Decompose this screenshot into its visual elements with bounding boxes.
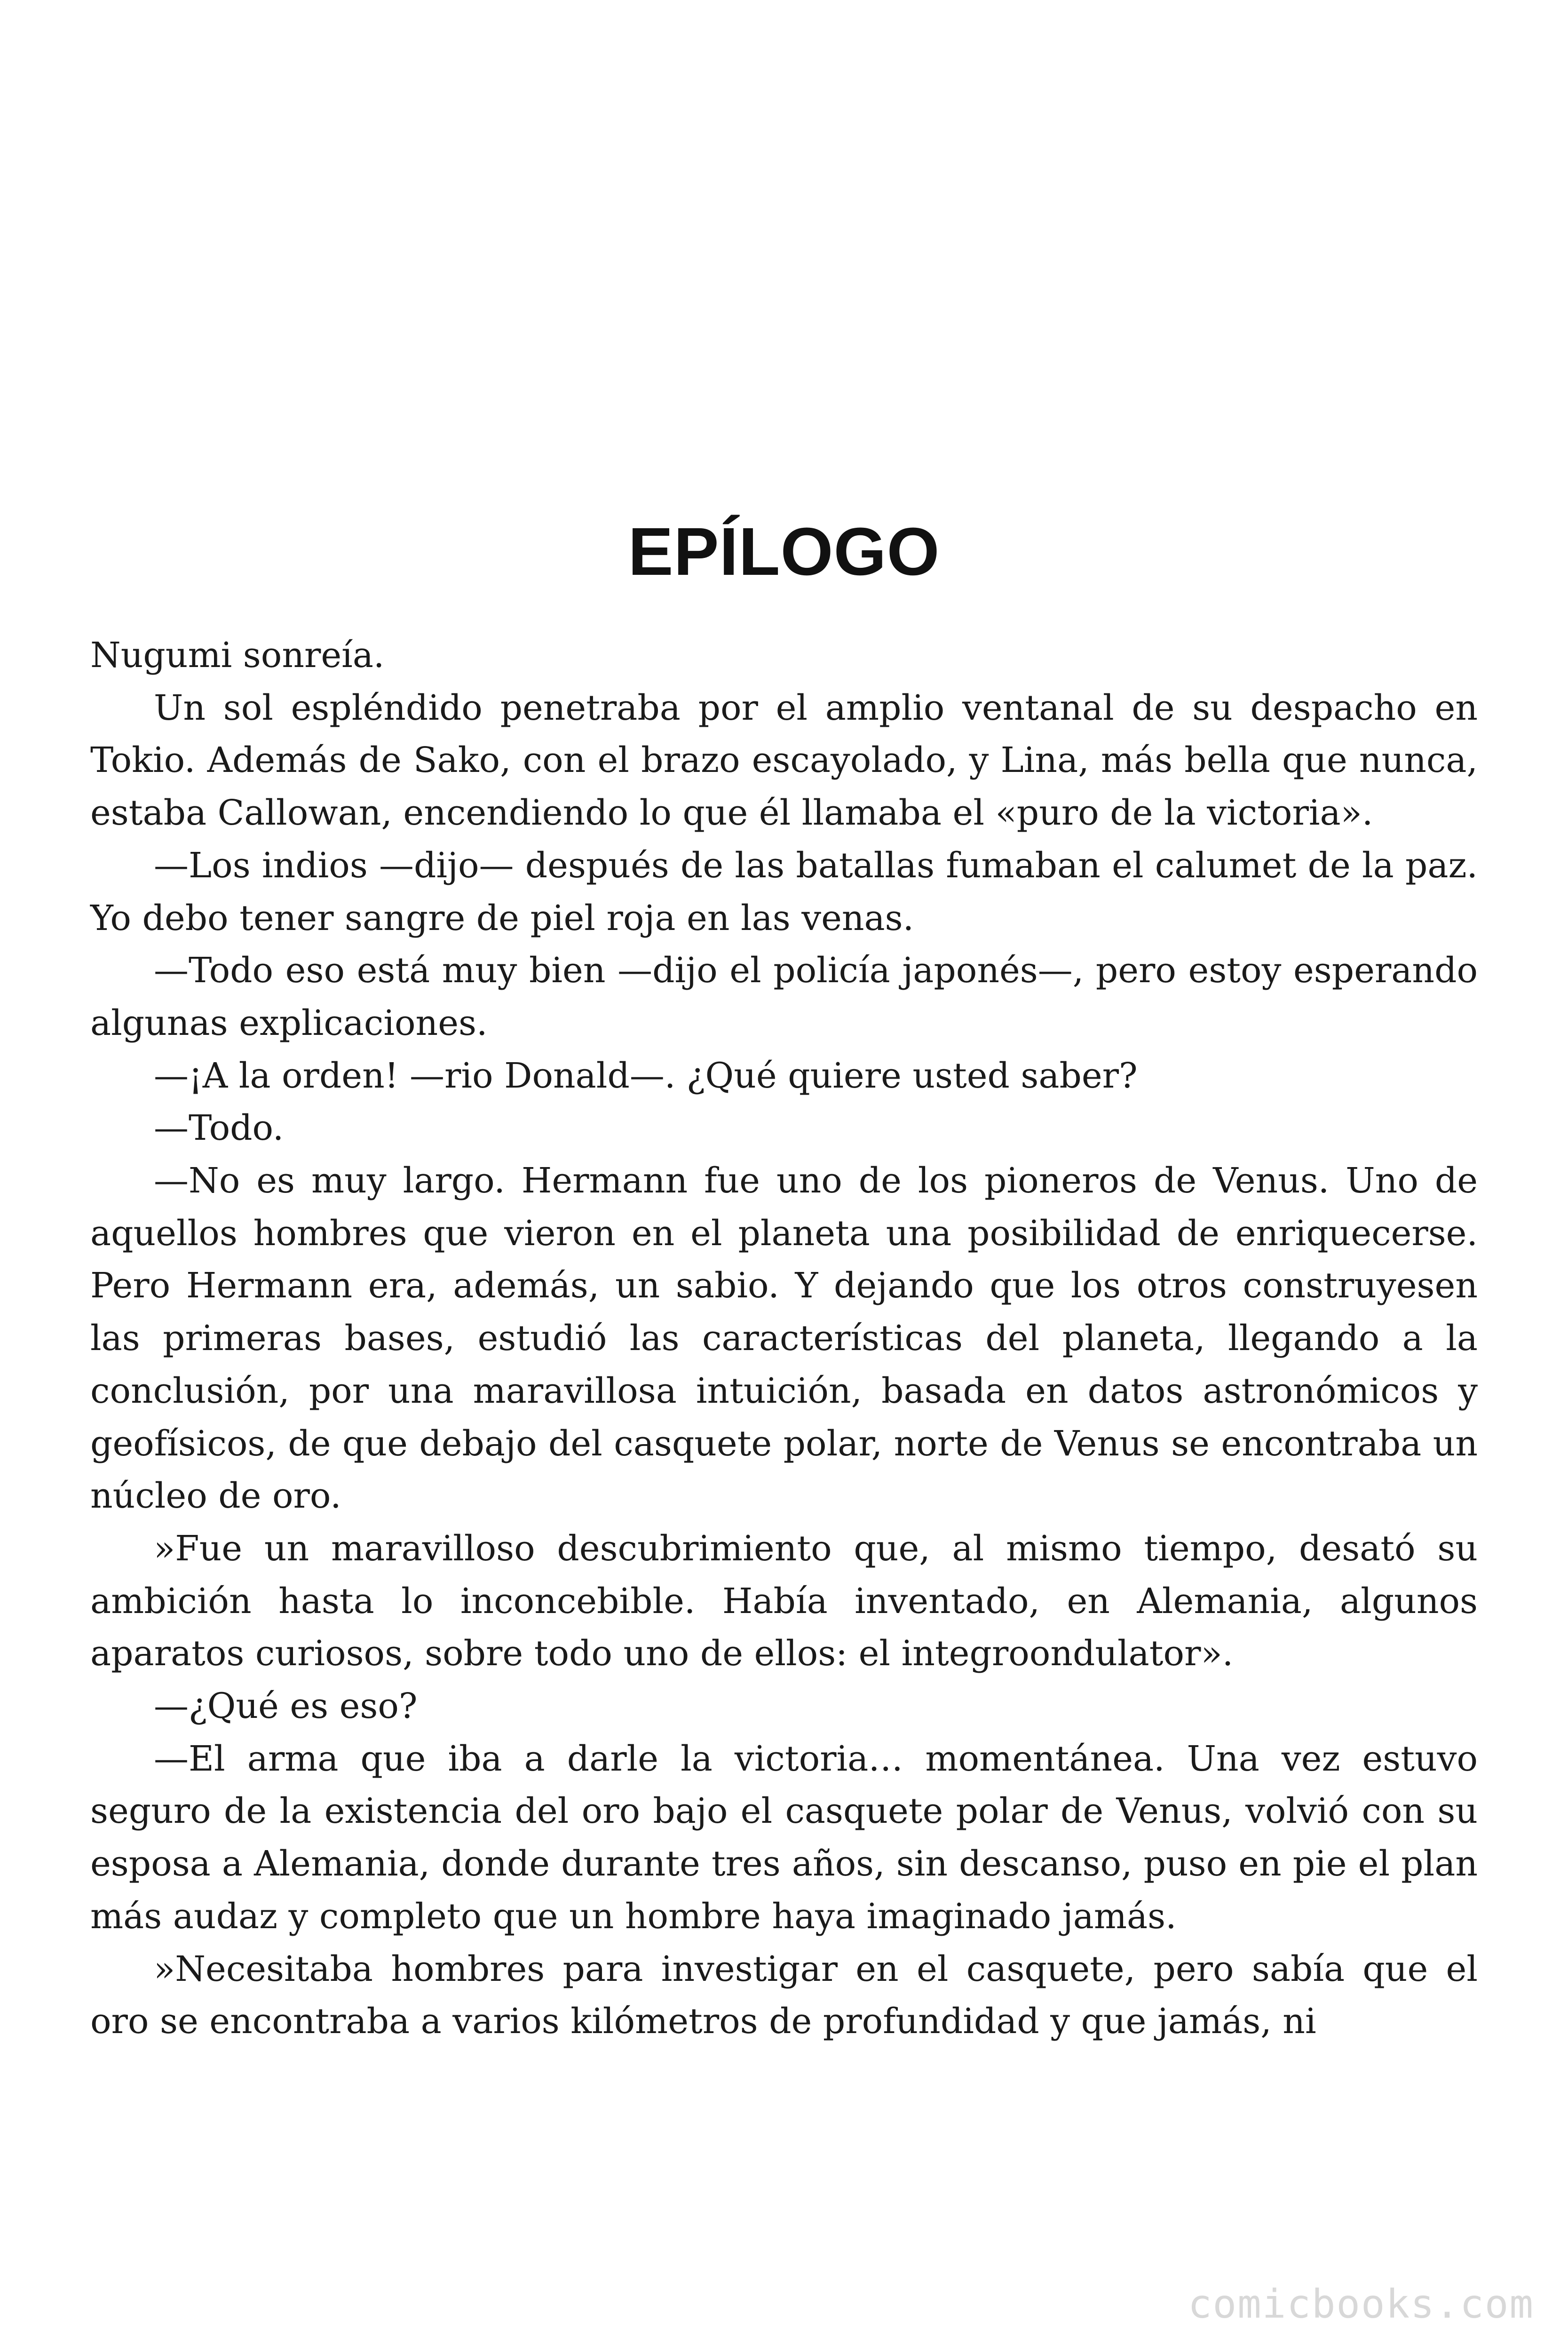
paragraph: —Los indios —dijo— después de las batallas fumaban el calumet de la paz. Yo debo tener sangre de piel roja en las venas. [90, 845, 1478, 938]
body-text [90, 629, 1478, 2048]
paragraph: —El arma que iba a darle la victoria… momentánea. Una vez estuvo seguro de la existencia del oro bajo el casquete polar de Venus, volvió con su esposa a Alemania, donde durante tres años, sin descanso, puso en pie el plan más audaz y completo que un hombre haya imaginado jamás. [90, 1738, 1478, 1937]
paragraph: —¿Qué es eso? [154, 1686, 418, 1727]
paragraph: Nugumi sonreía. [90, 635, 385, 675]
paragraph: Un sol espléndido penetraba por el amplio ventanal de su despacho en Tokio. Además de Sako, con el brazo escayolado, y Lina, más bella que nunca, estaba Callowan, encendiendo lo que él llamaba el «puro de la victoria». [90, 687, 1478, 834]
paragraph: —Todo eso está muy bien —dijo el policía japonés—, pero estoy esperando algunas explicaciones. [90, 950, 1478, 1043]
chapter-title: EPÍLOGO [628, 514, 940, 590]
paragraph: »Necesitaba hombres para investigar en el casquete, pero sabía que el oro se encontraba a varios kilómetros de profundidad y que jamás, ni [90, 1948, 1478, 2042]
watermark-text: comicbooks.com [1188, 2281, 1534, 2327]
paragraph: —No es muy largo. Hermann fue uno de los pioneros de Venus. Uno de aquellos hombres que vieron en el planeta una posibilidad de enriquecerse. Pero Hermann era, además, un sabio. Y dejando que los otros construyesen las primeras bases, estudió las características del planeta, llegando a la conclusión, por una maravillosa intuición, basada en datos astronómicos y geofísicos, de que debajo del casquete polar, norte de Venus se encontraba un núcleo de oro. [90, 1160, 1478, 1517]
paragraph: —¡A la orden! —rio Donald—. ¿Qué quiere usted saber? [154, 1055, 1138, 1096]
paragraph: »Fue un maravilloso descubrimiento que, al mismo tiempo, desató su ambición hasta lo inconcebible. Había inventado, en Alemania, algunos aparatos curiosos, sobre todo uno de ellos: el integroondulator». [90, 1528, 1478, 1674]
paragraph: —Todo. [154, 1108, 284, 1149]
